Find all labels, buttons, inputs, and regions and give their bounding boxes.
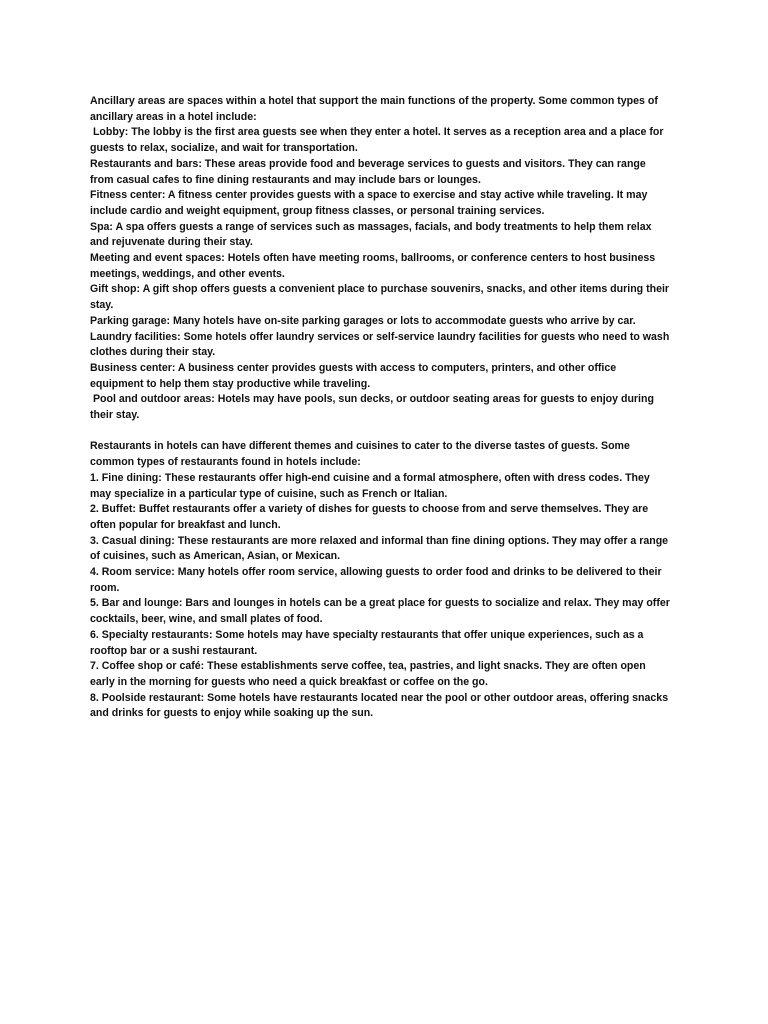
paragraph-meeting-spaces: Meeting and event spaces: Hotels often have meeting rooms, ballrooms, or conference centers to host business meetings, weddings, and other events. <box>90 252 659 280</box>
section-hotel-restaurants <box>90 439 672 722</box>
paragraph-parking-garage: Parking garage: Many hotels have on-site parking garages or lots to accommodate guests who arrive by car. <box>90 314 636 327</box>
list-item-coffee-shop: 7. Coffee shop or café: These establishments serve coffee, tea, pastries, and light snacks. They are often open early in the morning for guests who need a quick breakfast or coffee on the go. <box>90 660 649 688</box>
paragraph-pool-outdoor: Pool and outdoor areas: Hotels may have pools, sun decks, or outdoor seating areas for guests to enjoy during their stay. <box>90 393 657 422</box>
paragraph-intro: Ancillary areas are spaces within a hotel that support the main functions of the property. Some common types of ancillary areas in a hotel include: <box>90 95 661 123</box>
document-page <box>90 94 672 722</box>
list-item-bar-lounge: 5. Bar and lounge: Bars and lounges in hotels can be a great place for guests to socialize and relax. They may offer cocktails, beer, wine, and small plates of food. <box>90 597 673 626</box>
list-item-poolside-restaurant: 8. Poolside restaurant: Some hotels have restaurants located near the pool or other outdoor areas, offering snacks and drinks for guests to enjoy while soaking up the sun. <box>90 691 672 720</box>
paragraph-spa: Spa: A spa offers guests a range of services such as massages, facials, and body treatments to help them relax and rejuvenate during their stay. <box>90 220 655 249</box>
paragraph-restaurants-and-bars: Restaurants and bars: These areas provide food and beverage services to guests and visitors. They can range from casual cafes to fine dining restaurants and may include bars or lounges. <box>90 157 649 186</box>
paragraph-gift-shop: Gift shop: A gift shop offers guests a convenient place to purchase souvenirs, snacks, and other items during their stay. <box>90 283 672 312</box>
paragraph-lobby: Lobby: The lobby is the first area guests see when they enter a hotel. It serves as a reception area and a place for guests to relax, socialize, and wait for transportation. <box>90 126 667 155</box>
list-item-room-service: 4. Room service: Many hotels offer room service, allowing guests to order food and drinks to be delivered to their room. <box>90 566 665 594</box>
paragraph-fitness-center: Fitness center: A fitness center provides guests with a space to exercise and stay active while traveling. It may include cardio and weight equipment, group fitness classes, or personal training services. <box>90 189 651 217</box>
section-ancillary-areas <box>90 94 672 424</box>
paragraph-restaurants-intro: Restaurants in hotels can have different themes and cuisines to cater to the diverse tastes of guests. Some common types of restaurants found in hotels include: <box>90 440 633 469</box>
list-item-fine-dining: 1. Fine dining: These restaurants offer high-end cuisine and a formal atmosphere, often with dress codes. They may specialize in a particular type of cuisine, such as French or Italian. <box>90 471 653 500</box>
list-item-casual-dining: 3. Casual dining: These restaurants are more relaxed and informal than fine dining options. They may offer a range of cuisines, such as American, Asian, or Mexican. <box>90 534 672 563</box>
list-item-specialty-restaurants: 6. Specialty restaurants: Some hotels may have specialty restaurants that offer unique experiences, such as a rooftop bar or a sushi restaurant. <box>90 628 647 657</box>
paragraph-business-center: Business center: A business center provides guests with access to computers, printers, and other office equipment to help them stay productive while traveling. <box>90 361 620 390</box>
paragraph-laundry: Laundry facilities: Some hotels offer laundry services or self-service laundry facilities for guests who need to wash clothes during their stay. <box>90 330 673 359</box>
list-item-buffet: 2. Buffet: Buffet restaurants offer a variety of dishes for guests to choose from and serve themselves. They are often popular for breakfast and lunch. <box>90 503 652 531</box>
